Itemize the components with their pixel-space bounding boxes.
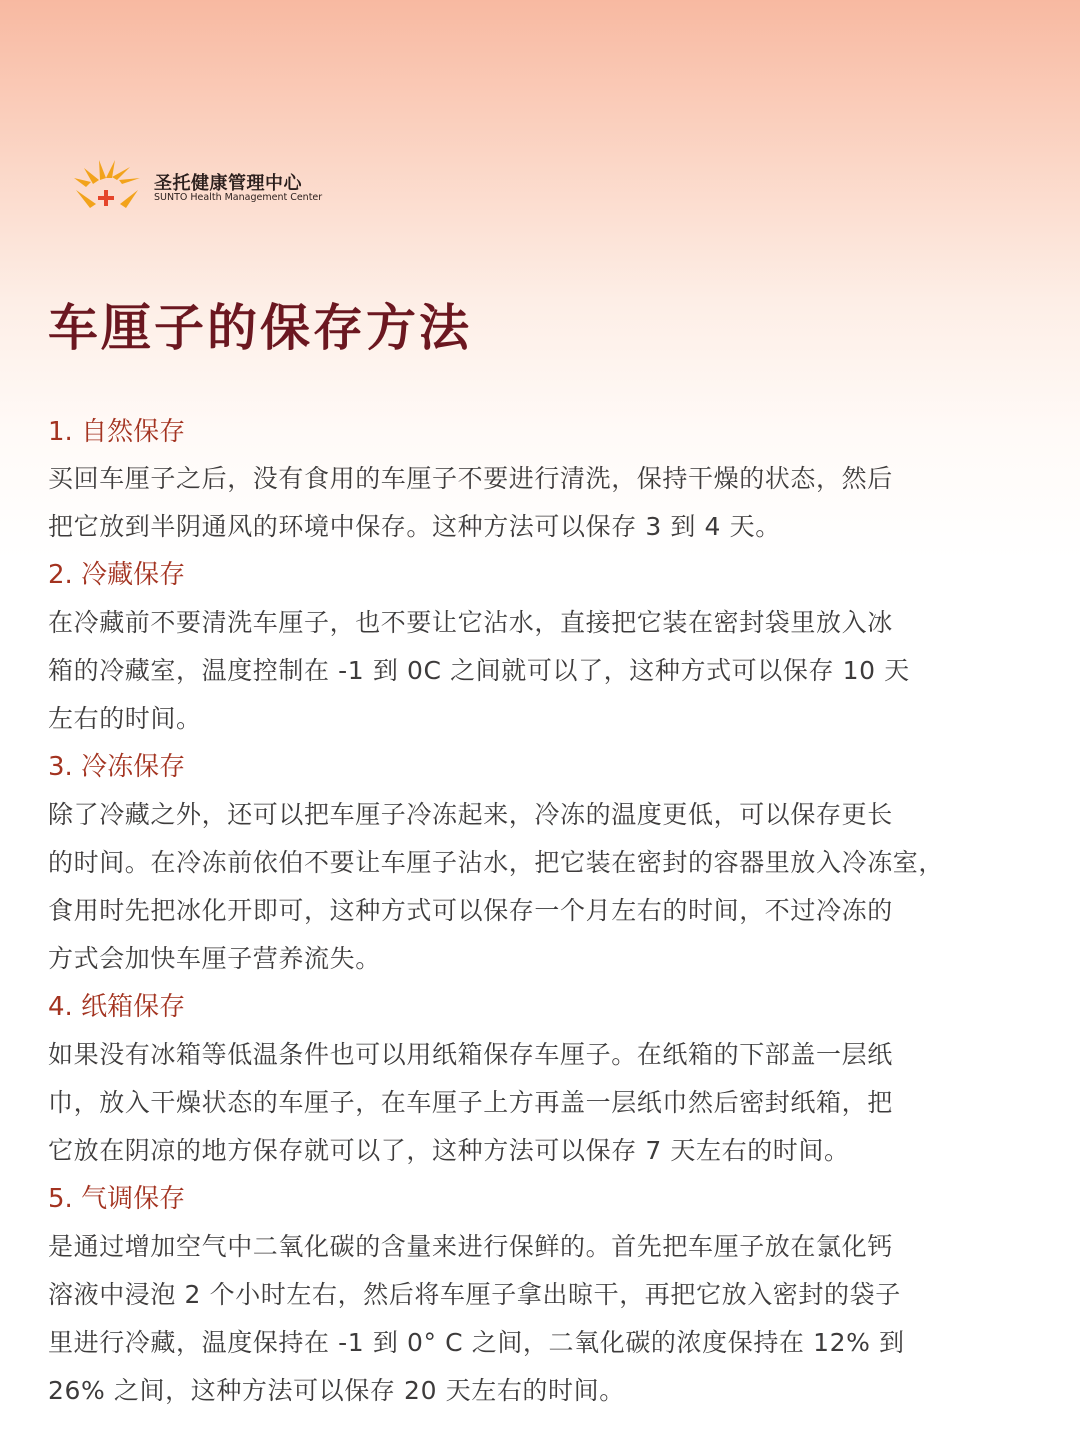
section-text-line: 买回车厘子之后，没有食用的车厘子不要进行清洗，保持干燥的状态，然后	[48, 464, 893, 493]
section-heading-refrigerate: 2. 冷藏保存	[48, 560, 186, 590]
section-text-line: 除了冷藏之外，还可以把车厘子冷冻起来，冷冻的温度更低，可以保存更长	[48, 800, 893, 829]
section-heading-carton: 4. 纸箱保存	[48, 992, 186, 1022]
brand-name-en: SUNTO Health Management Center	[154, 192, 323, 203]
section-text-line: 食用时先把冰化开即可，这种方式可以保存一个月左右的时间，不过冷冻的	[48, 896, 893, 925]
brand-logo	[72, 156, 332, 212]
section-text-line: 方式会加快车厘子营养流失。	[48, 944, 381, 973]
section-text-line: 箱的冷藏室，温度控制在 -1 到 0C 之间就可以了，这种方式可以保存 10 天	[48, 656, 910, 685]
section-text-line: 里进行冷藏，温度保持在 -1 到 0° C 之间，二氧化碳的浓度保持在 12% 到	[48, 1328, 905, 1357]
brand-name-cn: 圣托健康管理中心	[154, 173, 302, 194]
section-heading-controlled-atmosphere: 5. 气调保存	[48, 1184, 186, 1214]
section-text-line: 是通过增加空气中二氧化碳的含量来进行保鲜的。首先把车厘子放在氯化钙	[48, 1232, 893, 1261]
section-text-line: 如果没有冰箱等低温条件也可以用纸箱保存车厘子。在纸箱的下部盖一层纸	[48, 1040, 893, 1069]
section-text-line: 把它放到半阴通风的环境中保存。这种方法可以保存 3 到 4 天。	[48, 512, 781, 541]
page-title: 车厘子的保存方法	[48, 299, 472, 357]
section-text-line: 溶液中浸泡 2 个小时左右，然后将车厘子拿出晾干，再把它放入密封的袋子	[48, 1280, 901, 1309]
sunto-logo-icon	[72, 156, 144, 212]
section-text-line: 26% 之间，这种方法可以保存 20 天左右的时间。	[48, 1376, 625, 1405]
section-text-line: 在冷藏前不要清洗车厘子，也不要让它沾水，直接把它装在密封袋里放入冰	[48, 608, 893, 637]
section-text-line: 它放在阴凉的地方保存就可以了，这种方法可以保存 7 天左右的时间。	[48, 1136, 850, 1165]
section-text-line: 的时间。在冷冻前依伯不要让车厘子沾水，把它装在密封的容器里放入冷冻室，	[48, 848, 945, 877]
section-text-line: 左右的时间。	[48, 704, 202, 733]
section-heading-freeze: 3. 冷冻保存	[48, 752, 186, 782]
section-heading-natural: 1. 自然保存	[48, 417, 186, 447]
section-text-line: 巾，放入干燥状态的车厘子，在车厘子上方再盖一层纸巾然后密封纸箱，把	[48, 1088, 893, 1117]
